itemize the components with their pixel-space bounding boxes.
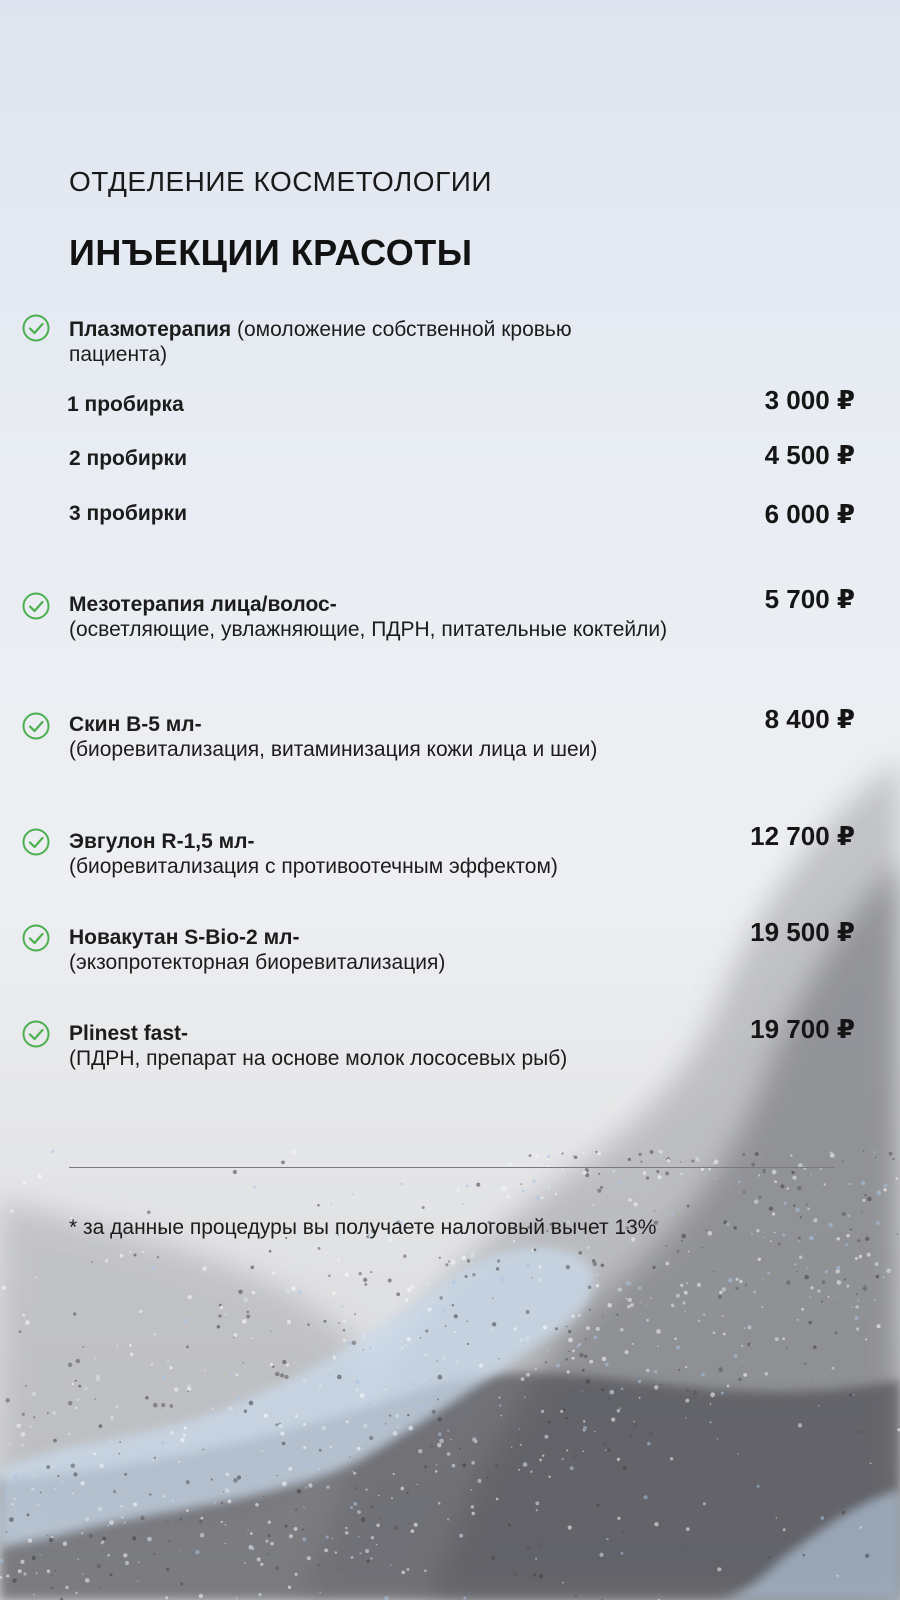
check-circle-icon bbox=[22, 1020, 50, 1048]
service-name: Мезотерапия лица/волос- bbox=[69, 593, 337, 616]
service-item-skin-b bbox=[69, 712, 614, 762]
service-item-plasmotherapy bbox=[69, 317, 669, 367]
service-description: (омоложение собственной кровью пациента) bbox=[69, 318, 572, 366]
service-name: Plinest fast- bbox=[69, 1022, 189, 1045]
tax-deduction-note: * за данные процедуры вы получаете налоговый вычет 13% bbox=[69, 1216, 657, 1239]
service-name: Плазмотерапия bbox=[69, 318, 232, 341]
check-circle-icon bbox=[22, 592, 50, 620]
service-description: (биоревитализация, витаминизация кожи лица и шеи) bbox=[69, 738, 598, 761]
option-label: 2 пробирки bbox=[69, 447, 187, 470]
service-name: Новакутан S-Bio-2 мл- bbox=[69, 926, 300, 949]
check-circle-icon bbox=[22, 924, 50, 952]
service-price: 8 400 ₽ bbox=[764, 704, 855, 734]
service-price: 19 500 ₽ bbox=[750, 917, 855, 947]
option-price: 4 500 ₽ bbox=[764, 440, 855, 470]
department-heading: ОТДЕЛЕНИЕ КОСМЕТОЛОГИИ bbox=[69, 166, 493, 197]
service-price: 5 700 ₽ bbox=[764, 584, 855, 614]
service-item-evgulon bbox=[69, 829, 669, 879]
option-price: 3 000 ₽ bbox=[764, 385, 855, 415]
check-circle-icon bbox=[22, 828, 50, 856]
service-description: (ПДРН, препарат на основе молок лососевых рыб) bbox=[69, 1047, 568, 1070]
service-price: 12 700 ₽ bbox=[750, 821, 855, 851]
check-circle-icon bbox=[22, 314, 50, 342]
service-price: 19 700 ₽ bbox=[750, 1014, 855, 1044]
service-description: (экзопротекторная биоревитализация) bbox=[69, 951, 446, 974]
service-name: Эвгулон R-1,5 мл- bbox=[69, 830, 255, 853]
service-name: Скин В-5 мл- bbox=[69, 713, 202, 736]
divider bbox=[69, 1167, 834, 1168]
check-circle-icon bbox=[22, 712, 50, 740]
service-item-mesotherapy bbox=[69, 592, 669, 642]
service-item-plinest bbox=[69, 1021, 669, 1071]
option-label: 1 пробирка bbox=[67, 393, 184, 416]
service-item-novacutan bbox=[69, 925, 669, 975]
option-label: 3 пробирки bbox=[69, 502, 187, 525]
option-price: 6 000 ₽ bbox=[764, 499, 855, 529]
service-description: (биоревитализация с противоотечным эффектом) bbox=[69, 855, 558, 878]
page-title: ИНЪЕКЦИИ КРАСОТЫ bbox=[69, 232, 473, 273]
service-description: (осветляющие, увлажняющие, ПДРН, питательные коктейли) bbox=[69, 618, 668, 641]
